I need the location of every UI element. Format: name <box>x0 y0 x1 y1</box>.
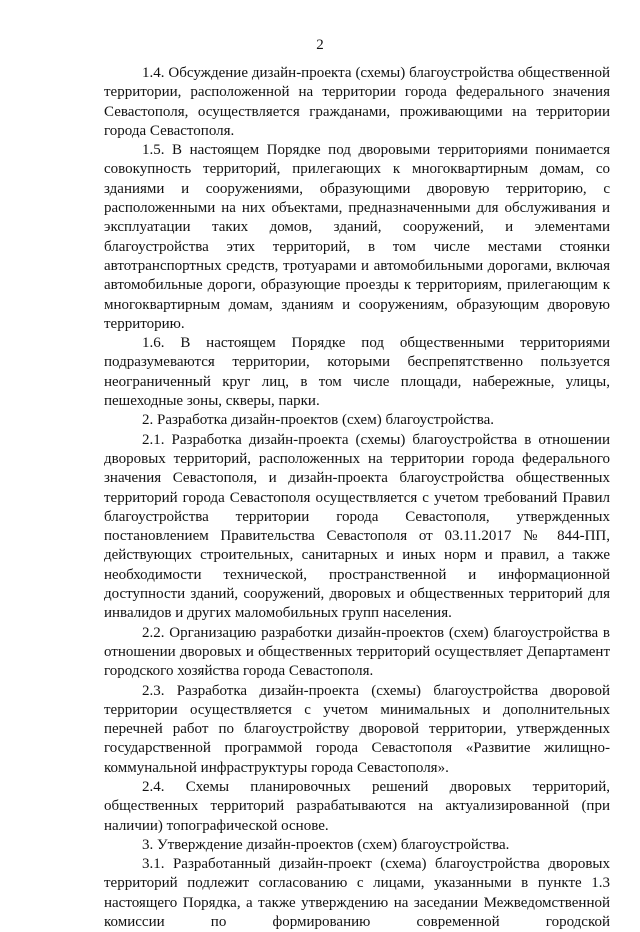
paragraph-2-4: 2.4. Схемы планировочных решений дворовых территорий, общественных территорий разрабатываются на актуализированной (при наличии) топографической основе. <box>104 778 610 834</box>
paragraph-2-2: 2.2. Организацию разработки дизайн-проектов (схем) благоустройства в отношении дворовых и общественных территорий осуществляет Департамент городского хозяйства города Севастополя. <box>104 624 610 680</box>
page-number: 2 <box>316 37 324 53</box>
paragraph-1-4: 1.4. Обсуждение дизайн-проекта (схемы) благоустройства общественной территории, расположенной на территории города федерального значения Севастополя, осуществляется гражданами, проживающими на территории города Севастополя. <box>104 65 610 139</box>
paragraph-2-1: 2.1. Разработка дизайн-проекта (схемы) благоустройства в отношении дворовых территорий, расположенных на территории города федерального значения Севастополя, и дизайн-проекта благоустройства общественных территорий города Севастополя осуществляется с учетом требований Правил благоустройства территории города Севастополя, утвержденных постановлением Правительства Севастополя от 03.11.2017 № 844-ПП, действующих строительных, санитарных и иных норм и правил, а также необходимости технической, пространственной и информационной доступности зданий, сооружений, дворовых и общественных территорий для инвалидов и других маломобильных групп населения. <box>104 431 610 622</box>
paragraph-1-5: 1.5. В настоящем Порядке под дворовыми территориями понимается совокупность территорий, прилегающих к многоквартирным домам, со зданиями и сооружениями, образующими дворовую территорию, с расположенными на них объектами, предназначенными для обслуживания и эксплуатации таких домов, зданий, сооружений, и элементами благоустройства этих территорий, в том числе местами стоянки автотранспортных средств, тротуарами и автомобильными дорогами, включая автомобильные дороги, образующие проезды к территориям, прилегающим к многоквартирным домам, зданиям и сооружениям, образующим дворовую территорию. <box>104 142 610 332</box>
paragraph-1-6: 1.6. В настоящем Порядке под общественными территориями подразумеваются территории, которыми беспрепятственно пользуется неограниченный круг лиц, в том числе площади, набережные, улицы, пешеходные зоны, скверы, парки. <box>104 335 610 410</box>
section-heading-2: 2. Разработка дизайн-проектов (схем) благоустройства. <box>142 412 494 429</box>
section-heading-3: 3. Утверждение дизайн-проектов (схем) благоустройства. <box>142 836 510 853</box>
document-body <box>104 64 610 932</box>
paragraph-2-3: 2.3. Разработка дизайн-проекта (схемы) благоустройства дворовой территории осуществляется с учетом минимальных и дополнительных перечней работ по благоустройству дворовой территории, утвержденных государственной программой города Севастополя «Развитие жилищно-коммунальной инфраструктуры города Севастополя». <box>104 682 610 776</box>
paragraph-3-1: 3.1. Разработанный дизайн-проект (схема) благоустройства дворовых территорий подлежит согласованию с лицами, указанными в пункте 1.3 настоящего Порядка, а также утверждению на заседании Межведомственной комиссии по формированию современной городской <box>104 856 610 931</box>
